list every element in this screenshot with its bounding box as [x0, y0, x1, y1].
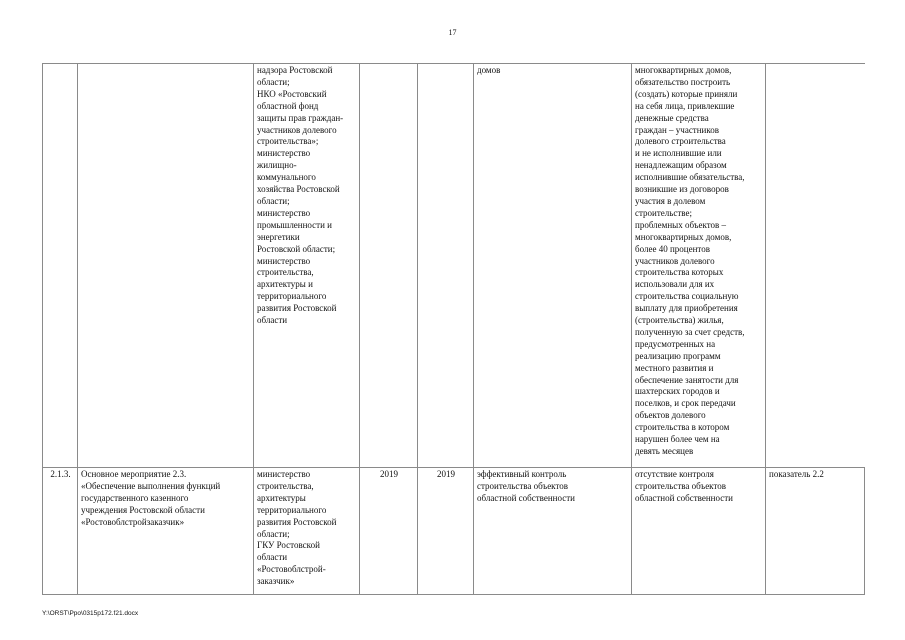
cell-number: 2.1.3.	[43, 468, 78, 595]
cell-measure: Основное мероприятие 2.3. «Обеспечение выполнения функций государственного казенного учреждения Ростовской области «Ростовоблстройзаказчик»	[78, 468, 254, 595]
cell-start-year	[360, 64, 418, 468]
file-path-footer: Y:\ORST\Ppo\0315p172.f21.docx	[42, 610, 139, 617]
cell-measure	[78, 64, 254, 468]
cell-executors: министерство строительства, архитектуры территориального развития Ростовской области; ГКУ Ростовской области «Ростовоблстрой- заказчик»	[254, 468, 360, 595]
cell-start-year: 2019	[360, 468, 418, 595]
cell-executors: надзора Ростовской области; НКО «Ростовский областной фонд защиты прав граждан- участников долевого строительства»; министерство жилищно- коммунального хозяйства Ростовской области; министерство промышленности и энергетики Ростовской области; министерство строительства, архитектуры и территориального развития Ростовской области	[254, 64, 360, 468]
cell-expected-result: эффективный контроль строительства объектов областной собственности	[474, 468, 632, 595]
cell-indicator	[766, 64, 865, 468]
cell-consequences: отсутствие контроля строительства объектов областной собственности	[632, 468, 766, 595]
page-number: 17	[448, 28, 457, 37]
table-row	[43, 468, 865, 595]
cell-indicator: показатель 2.2	[766, 468, 865, 595]
table-row	[43, 64, 865, 468]
cell-consequences: многоквартирных домов, обязательство построить (создать) которые приняли на себя лица, привлекшие денежные средства граждан – участников долевого строительства и не исполнившие или ненадлежащим образом исполнившие обязательства, возникшие из договоров участия в долевом строительстве; проблемных объектов – многоквартирных домов, более 40 процентов участников долевого строительства которых использовали для их строительства социальную выплату для приобретения (строительства) жилья, полученную за счет средств, предусмотренных на реализацию программ местного развития и обеспечение занятости для шахтерских городов и поселков, и срок передачи объектов долевого строительства в котором нарушен более чем на девять месяцев	[632, 64, 766, 468]
cell-number	[43, 64, 78, 468]
cell-end-year: 2019	[418, 468, 474, 595]
cell-end-year	[418, 64, 474, 468]
cell-expected-result: домов	[474, 64, 632, 468]
measures-table	[42, 63, 865, 595]
